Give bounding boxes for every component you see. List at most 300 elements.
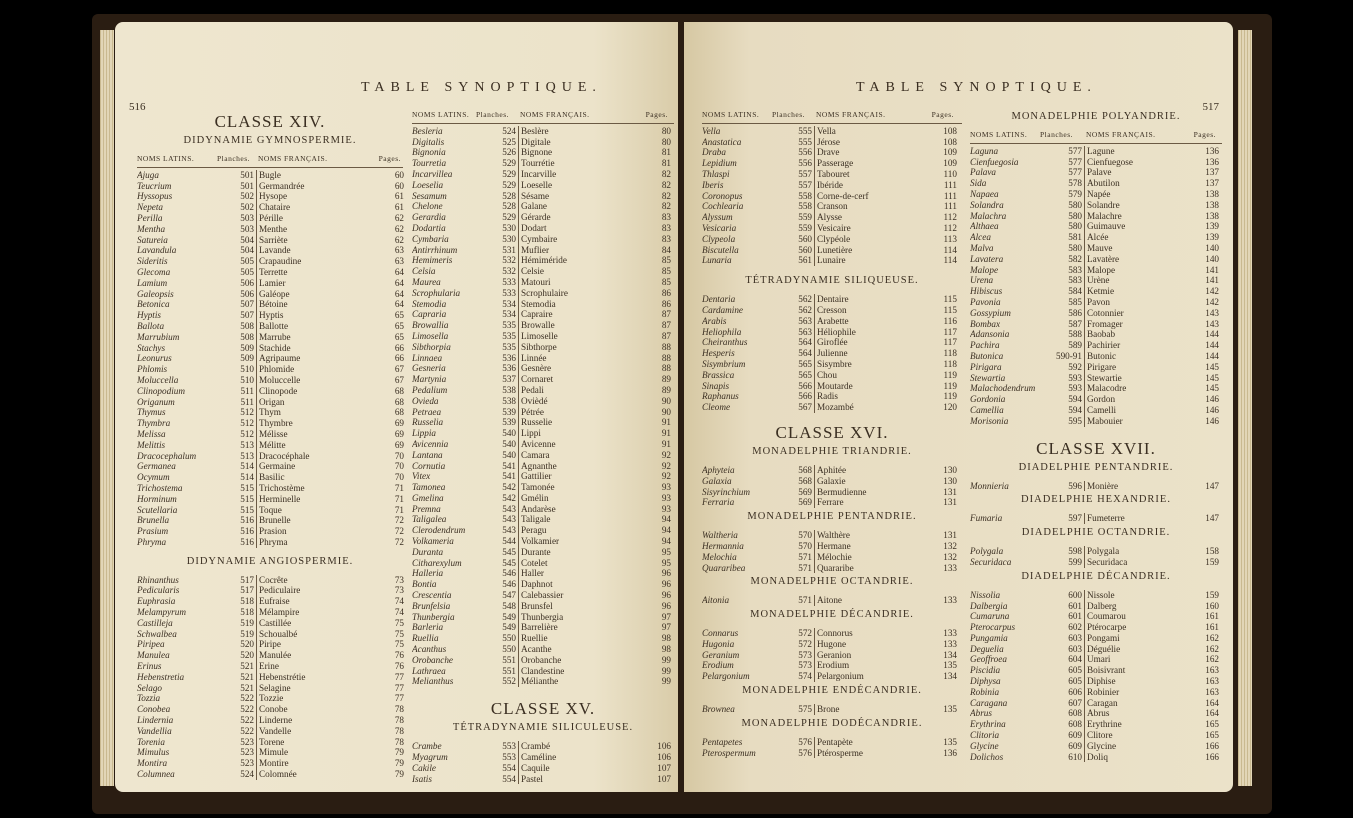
plate-number: 542 <box>476 482 519 493</box>
table-row <box>970 189 1222 200</box>
page-ref: 144 <box>1205 329 1219 340</box>
page-ref: 61 <box>394 191 404 202</box>
page-ref: 135 <box>943 736 957 747</box>
page-ref: 68 <box>394 396 404 407</box>
french-name: Orobanche <box>521 654 562 665</box>
plate-number: 533 <box>476 288 519 299</box>
latin-name: Anastatica <box>702 136 742 147</box>
table-row <box>970 665 1222 676</box>
latin-name: Brassica <box>702 369 735 380</box>
plate-number: 577 <box>1040 157 1085 168</box>
plate-number: 503 <box>217 224 257 235</box>
plate-number: 505 <box>217 267 257 278</box>
left-column-2 <box>412 110 674 784</box>
table-row <box>137 375 403 386</box>
page-ref: 109 <box>943 158 957 169</box>
table-row <box>702 639 962 650</box>
french-name: Brunelle <box>259 515 291 526</box>
plate-number: 606 <box>1040 687 1085 698</box>
table-row <box>137 332 403 343</box>
latin-name: Monnieria <box>970 480 1009 491</box>
plate-number: 537 <box>476 374 519 385</box>
latin-name: Pentapetes <box>702 736 743 747</box>
latin-name: Biscutella <box>702 244 739 255</box>
french-name: Lavande <box>259 245 291 256</box>
genus-list <box>137 575 403 780</box>
latin-name: Sideritis <box>137 256 168 267</box>
french-name: Manulée <box>259 650 292 661</box>
french-name: Monière <box>1087 480 1119 491</box>
page-ref: 79 <box>394 769 404 780</box>
plate-number: 604 <box>1040 654 1085 665</box>
table-row <box>137 683 403 694</box>
page-ref: 145 <box>1205 383 1219 394</box>
table-row <box>970 633 1222 644</box>
right-page <box>684 22 1233 792</box>
latin-name: Limosella <box>412 330 449 341</box>
plate-number: 510 <box>217 375 257 386</box>
latin-name: Lantana <box>412 449 443 460</box>
genus-list <box>137 170 403 548</box>
table-row <box>137 618 403 629</box>
page-ref: 75 <box>394 617 404 628</box>
table-row <box>970 157 1222 168</box>
page-ref: 111 <box>943 179 957 190</box>
latin-name: Arabis <box>702 315 727 326</box>
latin-name: Alcea <box>970 232 991 243</box>
plate-number: 573 <box>772 650 815 661</box>
genus-list <box>702 530 962 573</box>
table-row <box>137 726 403 737</box>
plate-number: 524 <box>217 769 257 780</box>
plate-number: 523 <box>217 747 257 758</box>
plate-number: 570 <box>772 541 815 552</box>
latin-name: Volkameria <box>412 536 454 547</box>
plate-number: 570 <box>772 530 815 541</box>
plate-number: 568 <box>772 476 815 487</box>
french-name: Mimule <box>259 747 289 758</box>
page-ref: 67 <box>394 364 404 375</box>
latin-name: Linnaea <box>412 352 443 363</box>
page-ref: 140 <box>1205 253 1219 264</box>
french-name: Digitale <box>521 136 551 147</box>
table-row <box>412 158 674 169</box>
plate-number: 609 <box>1040 730 1085 741</box>
french-name: Malope <box>1087 264 1116 275</box>
latin-name: Hibiscus <box>970 286 1003 297</box>
plate-number: 558 <box>772 191 815 202</box>
latin-name: Cleome <box>702 402 731 413</box>
table-row <box>137 267 403 278</box>
page-ref: 96 <box>661 600 671 611</box>
french-name: Mauve <box>1087 242 1113 253</box>
page-ref: 133 <box>943 628 957 639</box>
page-ref: 60 <box>394 180 404 191</box>
plate-number: 505 <box>217 256 257 267</box>
french-name: Barrelière <box>521 622 558 633</box>
order-title: DIDYNAMIE GYMNOSPERMIE. <box>183 135 357 146</box>
plate-number: 535 <box>476 342 519 353</box>
latin-name: Dentaria <box>702 294 736 305</box>
latin-name: Columnea <box>137 769 175 780</box>
order-title: MONADELPHIE POLYANDRIE. <box>1011 111 1181 122</box>
latin-name: Pedalium <box>412 384 448 395</box>
latin-name: Hyssopus <box>137 191 173 202</box>
latin-name: Stachys <box>137 342 166 353</box>
page-ref: 138 <box>1205 210 1219 221</box>
french-name: Napée <box>1087 188 1111 199</box>
table-row <box>412 590 674 601</box>
french-name: Mélochie <box>817 551 852 562</box>
table-row <box>412 342 674 353</box>
table-row <box>970 275 1222 286</box>
page-ref: 94 <box>661 536 671 547</box>
page-ref: 88 <box>661 352 671 363</box>
table-row <box>412 212 674 223</box>
page-ref: 137 <box>1205 178 1219 189</box>
table-row <box>702 359 962 370</box>
plate-number: 550 <box>476 633 519 644</box>
table-row <box>970 167 1222 178</box>
table-row <box>970 622 1222 633</box>
plate-number: 523 <box>217 737 257 748</box>
table-row <box>412 201 674 212</box>
page-ref: 65 <box>394 310 404 321</box>
plate-number: 510 <box>217 364 257 375</box>
latin-name: Dolichos <box>970 751 1004 762</box>
french-name: Hysope <box>259 191 288 202</box>
table-row <box>137 397 403 408</box>
french-name: Camelli <box>1087 404 1117 415</box>
latin-name: Tozzia <box>137 693 161 704</box>
order-title: DIDYNAMIE ANGIOSPERMIE. <box>186 555 354 567</box>
french-name: Quararibe <box>817 562 854 573</box>
page-ref: 138 <box>1205 188 1219 199</box>
latin-name: Fumaria <box>970 513 1003 524</box>
plate-number: 522 <box>217 704 257 715</box>
table-row <box>137 483 403 494</box>
plate-number: 530 <box>476 223 519 234</box>
plate-number: 580 <box>1040 211 1085 222</box>
french-name: Germandrée <box>259 180 305 191</box>
french-name: Hugone <box>817 638 847 649</box>
plate-number: 503 <box>217 213 257 224</box>
latin-name: Taligalea <box>412 514 447 525</box>
table-row <box>970 644 1222 655</box>
page-edge-right <box>1238 30 1252 786</box>
latin-name: Pterocarpus <box>970 622 1016 633</box>
page-ref: 113 <box>943 233 957 244</box>
table-row <box>970 254 1222 265</box>
latin-name: Clinopodium <box>137 385 185 396</box>
plate-number: 586 <box>1040 308 1085 319</box>
latin-name: Glycine <box>970 740 999 751</box>
table-row <box>702 497 962 508</box>
plate-number: 544 <box>476 536 519 547</box>
latin-name: Orobanche <box>412 654 453 665</box>
plate-number: 592 <box>1040 362 1085 373</box>
plate-number: 554 <box>476 774 519 785</box>
table-row <box>137 629 403 640</box>
page-ref: 91 <box>661 438 671 449</box>
latin-name: Pirigara <box>970 361 1002 372</box>
order-title: MONADELPHIE TRIANDRIE. <box>752 445 912 457</box>
french-name: Mozambé <box>817 402 854 413</box>
french-name: Agnanthe <box>521 460 557 471</box>
french-name: Lunaire <box>817 255 846 266</box>
order-title: MONADELPHIE PENTANDRIE. <box>747 511 917 523</box>
latin-name: Pterospermum <box>702 747 756 758</box>
plate-number: 551 <box>476 655 519 666</box>
french-name: Trichostème <box>259 482 305 493</box>
latin-name: Martynia <box>412 374 447 385</box>
page-ref: 163 <box>1205 676 1219 687</box>
french-name: Peragu <box>521 525 547 536</box>
plate-number: 588 <box>1040 329 1085 340</box>
page-ref: 77 <box>394 682 404 693</box>
french-name: Mélianthe <box>521 676 559 687</box>
page-ref: 72 <box>394 526 404 537</box>
page-ref: 86 <box>661 298 671 309</box>
table-row <box>970 752 1222 763</box>
table-row <box>702 348 962 359</box>
french-name: Beslère <box>521 125 549 136</box>
page-ref: 166 <box>1205 740 1219 751</box>
page-ref: 97 <box>661 622 671 633</box>
latin-name: Melochia <box>702 551 737 562</box>
genus-list <box>702 628 962 682</box>
plate-number: 593 <box>1040 373 1085 384</box>
page-ref: 74 <box>394 607 404 618</box>
french-name: Colomnée <box>259 769 297 780</box>
latin-name: Nissolia <box>970 589 1001 600</box>
table-row <box>970 698 1222 709</box>
table-row <box>702 748 962 759</box>
plate-number: 529 <box>476 180 519 191</box>
page-ref: 68 <box>394 407 404 418</box>
plate-number: 549 <box>476 612 519 623</box>
latin-name: Schwalbea <box>137 628 177 639</box>
plate-number: 502 <box>217 202 257 213</box>
french-name: Drave <box>817 147 840 158</box>
latin-name: Citharexylum <box>412 557 462 568</box>
french-name: Torene <box>259 736 285 747</box>
page-ref: 146 <box>1205 415 1219 426</box>
latin-name: Hesperis <box>702 348 735 359</box>
french-name: Prasion <box>259 526 287 537</box>
plate-number: 536 <box>476 353 519 364</box>
french-name: Caméline <box>521 752 557 763</box>
page-ref: 118 <box>943 348 957 359</box>
french-name: Nissole <box>1087 589 1115 600</box>
table-row <box>702 650 962 661</box>
plate-number: 521 <box>217 672 257 683</box>
table-row <box>137 235 403 246</box>
table-header <box>970 130 1222 144</box>
latin-name: Torenia <box>137 736 165 747</box>
page-ref: 130 <box>943 464 957 475</box>
page-ref: 92 <box>661 471 671 482</box>
latin-name: Hebenstretia <box>137 671 185 682</box>
table-row <box>412 137 674 148</box>
plate-number: 609 <box>1040 741 1085 752</box>
table-row <box>970 394 1222 405</box>
page-ref: 133 <box>943 562 957 573</box>
latin-name: Gmelina <box>412 492 444 503</box>
french-name: Héliophile <box>817 326 856 337</box>
plate-number: 576 <box>772 748 815 759</box>
plate-number: 600 <box>1040 590 1085 601</box>
french-name: Mélampire <box>259 607 300 618</box>
page-ref: 95 <box>661 546 671 557</box>
table-row <box>412 309 674 320</box>
table-row <box>702 595 962 606</box>
order-title: DIADELPHIE HEXANDRIE. <box>1021 494 1171 506</box>
latin-name: Malope <box>970 264 999 275</box>
plate-number: 556 <box>772 158 815 169</box>
table-row <box>702 234 962 245</box>
table-row <box>137 661 403 672</box>
table-row <box>412 320 674 331</box>
page-ref: 158 <box>1205 546 1219 557</box>
page-ref: 90 <box>661 395 671 406</box>
table-row <box>970 557 1222 568</box>
latin-name: Cymbaria <box>412 233 449 244</box>
table-row <box>702 126 962 137</box>
french-name: Browalle <box>521 320 555 331</box>
page-ref: 91 <box>661 428 671 439</box>
page-ref: 87 <box>661 330 671 341</box>
french-name: Erythrine <box>1087 719 1122 730</box>
french-name: Galane <box>521 201 548 212</box>
plate-number: 520 <box>217 650 257 661</box>
table-row <box>137 170 403 181</box>
plate-number: 572 <box>772 628 815 639</box>
latin-name: Scrophularia <box>412 287 461 298</box>
plate-number: 603 <box>1040 633 1085 644</box>
plate-number: 520 <box>217 639 257 650</box>
header-plates: Planches. <box>772 110 806 119</box>
french-name: Radis <box>817 391 838 402</box>
latin-name: Lavandula <box>137 245 177 256</box>
latin-name: Cumaruna <box>970 611 1010 622</box>
page-ref: 139 <box>1205 232 1219 243</box>
plate-number: 512 <box>217 407 257 418</box>
page-ref: 62 <box>394 212 404 223</box>
french-name: Ferrare <box>817 497 844 508</box>
latin-name: Rhinanthus <box>137 574 179 585</box>
table-row <box>137 181 403 192</box>
order-title: MONADELPHIE OCTANDRIE. <box>750 576 914 588</box>
plate-number: 528 <box>476 201 519 212</box>
plate-number: 549 <box>476 622 519 633</box>
table-row <box>412 493 674 504</box>
page-ref: 75 <box>394 639 404 650</box>
french-name: Pedali <box>521 384 544 395</box>
plate-number: 589 <box>1040 340 1085 351</box>
table-row <box>137 407 403 418</box>
latin-name: Perilla <box>137 212 163 223</box>
french-name: Corne-de-cerf <box>817 190 869 201</box>
page-ref: 60 <box>394 169 404 180</box>
plate-number: 539 <box>476 407 519 418</box>
french-name: Eufraise <box>259 596 290 607</box>
latin-name: Crescentia <box>412 590 452 601</box>
french-name: Abrus <box>1087 708 1110 719</box>
plate-number: 538 <box>476 396 519 407</box>
page-ref: 163 <box>1205 686 1219 697</box>
french-name: Gesnère <box>521 363 552 374</box>
page-ref: 64 <box>394 288 404 299</box>
french-name: Ovièdé <box>521 395 548 406</box>
page-ref: 96 <box>661 568 671 579</box>
plate-number: 596 <box>1040 481 1085 492</box>
french-name: Haller <box>521 568 544 579</box>
order-title: MONADELPHIE DODÉCANDRIE. <box>741 717 923 729</box>
page-ref: 118 <box>943 358 957 369</box>
table-row <box>137 429 403 440</box>
french-name: Avicenne <box>521 438 556 449</box>
french-name: Origan <box>259 396 285 407</box>
latin-name: Tamonea <box>412 482 446 493</box>
plate-number: 507 <box>217 299 257 310</box>
french-name: Tamonée <box>521 482 555 493</box>
table-row <box>412 547 674 558</box>
latin-name: Melianthus <box>412 676 454 687</box>
latin-name: Robinia <box>970 686 1000 697</box>
plate-number: 516 <box>217 526 257 537</box>
page-ref: 117 <box>943 337 957 348</box>
french-name: Limoselle <box>521 330 558 341</box>
plate-number: 502 <box>217 191 257 202</box>
page-ref: 132 <box>943 551 957 562</box>
page-ref: 75 <box>394 628 404 639</box>
plate-number: 580 <box>1040 221 1085 232</box>
page-ref: 81 <box>661 147 671 158</box>
plate-number: 580 <box>1040 243 1085 254</box>
latin-name: Scutellaria <box>137 504 178 515</box>
table-row <box>970 286 1222 297</box>
plate-number: 528 <box>476 191 519 202</box>
table-row <box>970 719 1222 730</box>
table-row <box>412 234 674 245</box>
table-row <box>412 558 674 569</box>
plate-number: 529 <box>476 158 519 169</box>
page-ref: 135 <box>943 660 957 671</box>
page-ref: 89 <box>661 384 671 395</box>
latin-name: Hyptis <box>137 310 161 321</box>
french-name: Terrette <box>259 266 288 277</box>
table-row <box>970 730 1222 741</box>
page-ref: 65 <box>394 331 404 342</box>
plate-number: 568 <box>772 465 815 476</box>
page-ref: 64 <box>394 277 404 288</box>
french-name: Loeselle <box>521 179 553 190</box>
latin-name: Cienfuegosia <box>970 156 1019 167</box>
page-ref: 108 <box>943 125 957 136</box>
page-ref: 72 <box>394 536 404 547</box>
table-row <box>970 611 1222 622</box>
plate-number: 543 <box>476 514 519 525</box>
table-row <box>702 245 962 256</box>
latin-name: Caragana <box>970 697 1008 708</box>
page-ref: 159 <box>1205 589 1219 600</box>
genus-list <box>970 146 1222 427</box>
table-row <box>970 297 1222 308</box>
latin-name: Stemodia <box>412 298 447 309</box>
plate-number: 543 <box>476 504 519 515</box>
plate-number: 602 <box>1040 622 1085 633</box>
